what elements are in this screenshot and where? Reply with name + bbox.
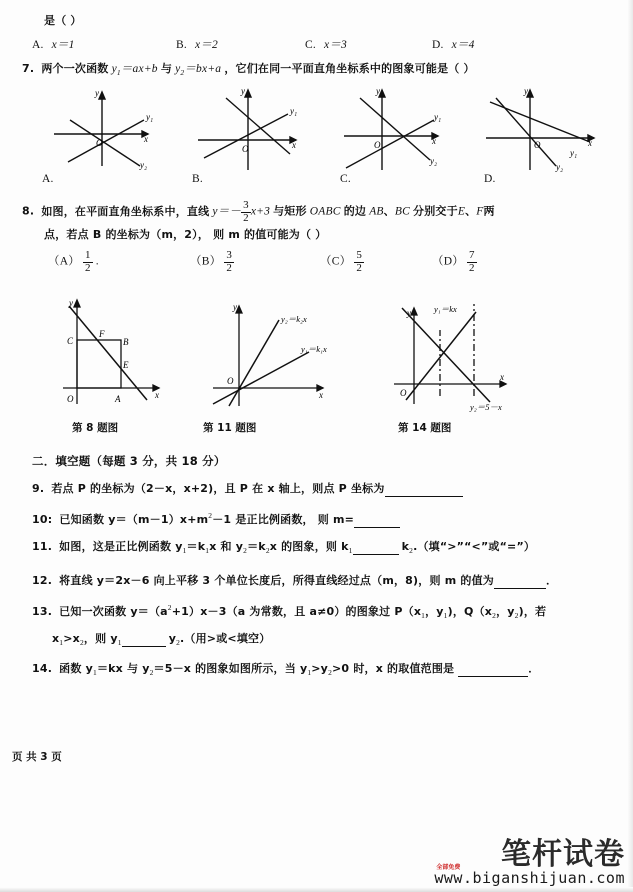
question-13-line-1 xyxy=(32,603,546,620)
svg-text:y₁: y₁ xyxy=(146,112,154,122)
svg-text:y₂＝5－x: y₂＝5－x xyxy=(470,402,502,412)
q13-sub-2: 1 xyxy=(443,611,448,620)
svg-text:y₁: y₁ xyxy=(570,148,578,158)
q7-f2: y xyxy=(175,63,181,75)
q11-sub-f: 2 xyxy=(409,546,414,555)
svg-text:O: O xyxy=(400,388,407,398)
q11-sub-d: 2 xyxy=(265,546,270,555)
q8-text-b: 与矩形 xyxy=(273,204,307,218)
question-10 xyxy=(32,511,400,528)
answer-blank[interactable] xyxy=(458,662,528,677)
watermark-free-tag: 全部免费 xyxy=(436,864,461,871)
q11-text-f: k xyxy=(401,540,410,553)
svg-text:y: y xyxy=(95,88,99,98)
q8-text-e: 分别交于 xyxy=(413,204,458,218)
q8-seg-2: BC xyxy=(394,205,410,218)
q12-tail: ． xyxy=(545,574,558,587)
option-b-q6 xyxy=(176,38,218,52)
question-11 xyxy=(32,540,535,555)
svg-text:y₂: y₂ xyxy=(430,156,438,166)
question-13-line-2 xyxy=(52,632,270,647)
q8-text-a: 如图，在平面直角坐标系中，直线 xyxy=(41,204,210,218)
q13-sub-6: 2 xyxy=(79,638,84,647)
q8-rect: OABC xyxy=(309,205,341,218)
q13-sub-4: 2 xyxy=(514,611,519,620)
q11-sub-b: 1 xyxy=(205,546,210,555)
answer-blank[interactable] xyxy=(354,513,400,528)
option-a-q6 xyxy=(32,38,75,52)
svg-text:y₂: y₂ xyxy=(140,160,148,170)
q14-text-c: ＝5－x 的图象如图所示，当 y xyxy=(153,662,308,675)
option-value: x＝4 xyxy=(451,39,475,51)
section-2-title: 二．填空题（每题 3 分，共 18 分） xyxy=(32,454,226,468)
q13-exponent: 2 xyxy=(167,603,172,612)
q13-line2-d: y xyxy=(168,632,177,645)
q8-text-f: 、 xyxy=(465,204,477,218)
figure-q11-caption: 第 11 题图 xyxy=(203,422,257,434)
q8-text-g: 两 xyxy=(483,204,495,218)
q13-text-d: )，Q（x xyxy=(447,605,493,618)
option-fraction xyxy=(467,250,477,274)
svg-text:y: y xyxy=(524,86,528,96)
answer-blank[interactable] xyxy=(385,482,463,497)
q8-point-1: E xyxy=(457,205,466,218)
q8-equation-tail: x+3 xyxy=(250,205,271,218)
question-number: 13. xyxy=(32,605,53,618)
q8-equation-head: y＝－ xyxy=(212,205,242,218)
q7-option-c-graph xyxy=(338,84,468,172)
svg-text:y₁: y₁ xyxy=(434,112,442,122)
q8-text-d: 、 xyxy=(383,204,395,218)
question-number: 8. xyxy=(22,204,35,218)
option-letter: C. xyxy=(305,39,316,51)
q13-text-e: ，y xyxy=(496,605,515,618)
option-c-q6 xyxy=(305,38,347,52)
watermark-brand: 笔杆试卷 xyxy=(501,837,625,872)
option-value: x＝1 xyxy=(51,39,75,51)
option-tail: . xyxy=(95,255,99,268)
scan-edge-right xyxy=(627,0,633,892)
q7-option-d-letter: D. xyxy=(484,173,496,185)
question-8-line-1 xyxy=(22,200,495,224)
q11-sub-a: 1 xyxy=(182,546,187,555)
svg-text:O: O xyxy=(227,376,234,386)
q13-text-c: ，y xyxy=(425,605,444,618)
question-number: 12. xyxy=(32,574,53,587)
answer-blank[interactable] xyxy=(494,574,546,589)
q13-text-f: )，若 xyxy=(518,605,547,618)
svg-text:y: y xyxy=(376,86,380,96)
q12-text: 将直线 y＝2x－6 向上平移 3 个单位长度后，所得直线经过点（m，8)，则 m 的值为 xyxy=(59,574,494,587)
svg-text:O: O xyxy=(242,144,249,154)
fraction-denominator: 2 xyxy=(356,261,363,274)
fraction-denominator: 2 xyxy=(243,211,249,224)
svg-text:B: B xyxy=(123,337,129,347)
q10-text-b: －1 是正比例函数， 则 m= xyxy=(212,513,355,526)
svg-text:A: A xyxy=(115,394,121,404)
answer-blank[interactable] xyxy=(122,632,166,647)
svg-text:x: x xyxy=(588,138,592,148)
question-9 xyxy=(32,482,463,497)
svg-text:y₁＝kx: y₁＝kx xyxy=(434,304,457,314)
figure-q8 xyxy=(55,292,175,410)
q13-sub-8: 2 xyxy=(176,638,181,647)
q14-sub-d: 2 xyxy=(328,668,333,677)
svg-text:x: x xyxy=(144,134,148,144)
q7-f1-rest: ＝ax+b xyxy=(120,63,158,75)
q7-option-c-letter: C. xyxy=(340,173,351,185)
watermark-url: www.biganshijuan.com xyxy=(434,869,625,887)
q11-sub-e: 1 xyxy=(348,546,353,555)
figure-q14 xyxy=(390,288,530,412)
option-fraction xyxy=(354,250,364,274)
question-12 xyxy=(32,574,557,589)
q7-text-c: ，它们在同一平面直角坐标系中的图象可能是（ ） xyxy=(224,62,475,75)
svg-text:y: y xyxy=(233,302,237,312)
question-14 xyxy=(32,662,539,677)
q13-sub-1: 1 xyxy=(421,611,426,620)
q14-text-b: ＝kx 与 y xyxy=(96,662,150,675)
q7-option-a-letter: A. xyxy=(42,173,54,185)
question-number: 14. xyxy=(32,662,53,675)
option-letter: B. xyxy=(176,39,187,51)
q8-point-2: F xyxy=(476,205,484,218)
option-value: x＝3 xyxy=(324,39,347,51)
q13-text-a: 已知一次函数 y＝（a xyxy=(59,605,168,618)
q11-text-e: x 的图象，则 k xyxy=(269,540,349,553)
svg-text:y: y xyxy=(69,298,73,308)
q7-f1-sub: 1 xyxy=(116,68,121,77)
q8-seg-1: AB xyxy=(369,205,384,218)
question-8-line-2: 点，若点 B 的坐标为（m，2）， 则 m 的值可能为（ ） xyxy=(44,228,327,241)
question-number: 11. xyxy=(32,540,53,553)
fraction-numerator: 3 xyxy=(243,199,249,211)
scan-edge-bottom xyxy=(0,887,633,892)
question-6-stem-tail: 是（ ） xyxy=(44,14,82,27)
option-letter: （B） xyxy=(190,255,222,268)
q7-option-a-graph xyxy=(40,84,170,172)
question-number: 10: xyxy=(32,513,53,526)
fraction-numerator: 7 xyxy=(468,249,475,261)
q11-text-a: 如图，这是正比例函数 y xyxy=(59,540,183,553)
q8-option-d xyxy=(432,250,477,274)
fraction-denominator: 2 xyxy=(226,261,233,274)
page-footer: 页 共 3 页 xyxy=(12,751,62,763)
question-number: 9. xyxy=(32,482,45,495)
q13-line2-c: ，则 y xyxy=(83,632,118,645)
q7-f1: y xyxy=(111,63,117,75)
svg-text:x: x xyxy=(319,390,323,400)
svg-text:x: x xyxy=(155,390,159,400)
option-fraction xyxy=(83,250,93,274)
figure-q11 xyxy=(205,296,345,410)
option-fraction xyxy=(224,250,234,274)
svg-text:O: O xyxy=(96,138,103,148)
q7-f2-sub: 2 xyxy=(180,68,185,77)
q13-sub-3: 2 xyxy=(492,611,497,620)
option-value: x＝2 xyxy=(195,39,218,51)
q13-line2-e: .（用>或<填空） xyxy=(180,632,271,645)
svg-text:y₂＝k₂x: y₂＝k₂x xyxy=(281,314,307,324)
q14-text-a: 函数 y xyxy=(59,662,93,675)
svg-text:y₁: y₁ xyxy=(290,106,298,116)
svg-text:y₂: y₂ xyxy=(556,162,564,172)
q13-line2-a: x xyxy=(52,632,60,645)
svg-text:y: y xyxy=(407,308,411,318)
q11-text-c: x 和 y xyxy=(209,540,244,553)
q14-text-d: >y xyxy=(311,662,329,675)
q7-text-b: 与 xyxy=(160,62,173,75)
question-number: 7. xyxy=(22,62,35,75)
q10-text-a: 已知函数 y＝（m－1）x+m xyxy=(59,513,209,526)
option-letter: D. xyxy=(432,39,444,51)
svg-text:x: x xyxy=(432,136,436,146)
q10-exponent: 2 xyxy=(208,511,213,520)
option-letter: A. xyxy=(32,39,44,51)
q8-option-c xyxy=(320,250,364,274)
q14-sub-b: 2 xyxy=(149,668,154,677)
fraction-numerator: 3 xyxy=(226,249,233,261)
q13-text-b: +1）x－3（a 为常数，且 a≠0）的图象过 P（x xyxy=(171,605,422,618)
svg-text:E: E xyxy=(123,360,129,370)
q11-text-b: ＝k xyxy=(186,540,206,553)
q7-f2-rest: ＝bx+a xyxy=(184,63,222,75)
option-letter: （C） xyxy=(320,255,352,268)
figure-q14-caption: 第 14 题图 xyxy=(398,422,452,434)
q13-sub-5: 1 xyxy=(59,638,64,647)
svg-text:O: O xyxy=(534,140,541,150)
q11-text-g: .（填“>”“<”或“=”） xyxy=(413,540,536,553)
q11-text-d: ＝k xyxy=(247,540,266,553)
option-letter: （D） xyxy=(432,255,464,268)
q13-line2-b: >x xyxy=(63,632,80,645)
question-7-text xyxy=(22,62,475,77)
q7-option-d-graph xyxy=(482,84,622,172)
q8-option-a xyxy=(48,250,99,274)
svg-text:x: x xyxy=(292,140,296,150)
q7-text-a: 两个一次函数 xyxy=(41,62,109,75)
svg-text:C: C xyxy=(67,336,74,346)
figure-q8-caption: 第 8 题图 xyxy=(72,422,119,434)
svg-text:O: O xyxy=(374,140,381,150)
q14-sub-a: 1 xyxy=(92,668,97,677)
q8-text-c: 的边 xyxy=(343,204,367,218)
fraction-denominator: 2 xyxy=(468,261,475,274)
q14-sub-c: 1 xyxy=(307,668,312,677)
q8-fraction xyxy=(241,200,251,224)
watermark xyxy=(434,837,625,888)
q8-option-b xyxy=(190,250,234,274)
q14-tail: ． xyxy=(528,662,540,675)
q9-text: 若点 P 的坐标为（2－x，x+2)，且 P 在 x 轴上，则点 P 坐标为 xyxy=(51,482,385,495)
watermark-url-wrap xyxy=(434,864,625,888)
svg-text:y: y xyxy=(241,86,245,96)
fraction-numerator: 5 xyxy=(356,249,363,261)
q13-sub-7: 1 xyxy=(117,638,122,647)
q7-option-b-letter: B. xyxy=(192,173,203,185)
svg-text:x: x xyxy=(500,372,504,382)
q11-sub-c: 2 xyxy=(243,546,248,555)
option-letter: （A） xyxy=(48,255,80,268)
q14-text-e: >0 时，x 的取值范围是 xyxy=(332,662,455,675)
svg-text:F: F xyxy=(99,329,105,339)
svg-text:O: O xyxy=(67,394,74,404)
q7-option-b-graph xyxy=(190,84,320,172)
answer-blank[interactable] xyxy=(353,540,399,555)
svg-text:y₁＝k₁x: y₁＝k₁x xyxy=(301,344,327,354)
option-d-q6 xyxy=(432,38,475,52)
fraction-numerator: 1 xyxy=(84,249,91,261)
fraction-denominator: 2 xyxy=(84,261,91,274)
